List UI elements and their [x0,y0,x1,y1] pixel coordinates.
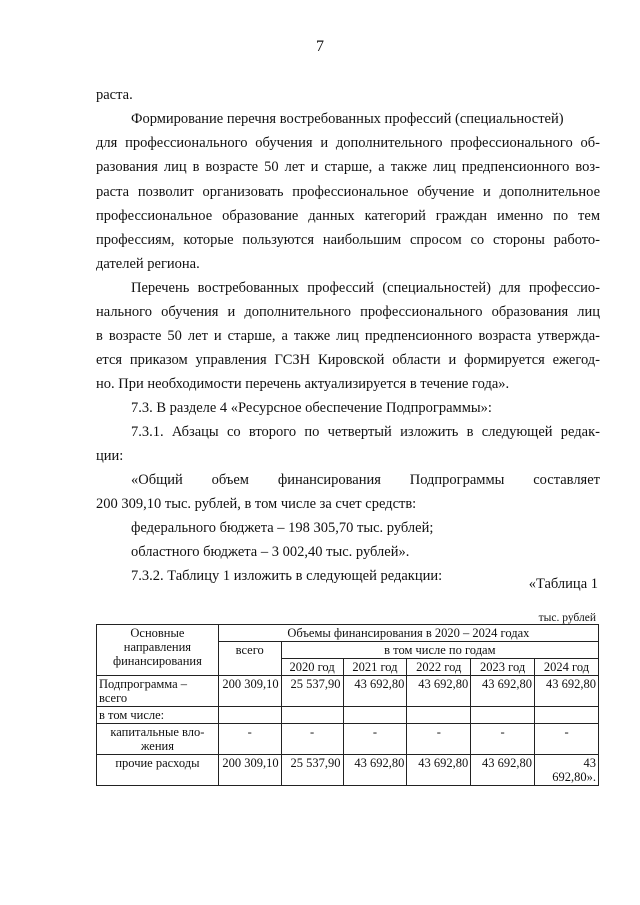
text-line: «Общий объем финансирования Подпрограммы составляет [131,472,600,488]
cell [535,707,599,724]
table-row [97,707,599,724]
text-line: раста. [96,87,133,103]
cell [407,707,471,724]
table-title: «Таблица 1 [528,576,598,592]
cell: 25 537,90 [281,676,343,707]
page-number: 7 [316,38,324,55]
cell: 43 692,80 [535,676,599,707]
text-line: 7.3.2. Таблицу 1 изложить в следующей редакции: [131,568,443,584]
text-line: Формирование перечня востребованных профессий (специальностей) [131,111,564,127]
text-line: профессиям, которые пользуются наибольшим спросом со стороны работо- [96,232,600,248]
header-year: 2020 год [281,659,343,676]
cell [281,707,343,724]
cell: 200 309,10 [218,676,281,707]
text-line: федерального бюджета – 198 305,70 тыс. рублей; [131,520,434,536]
text-line: для профессионального обучения и дополнительного профессионального об- [96,135,600,151]
cell [343,707,407,724]
text-line: 7.3.1. Абзацы со второго по четвертый изложить в следующей редак- [131,424,600,440]
cell: - [407,724,471,755]
financing-table [96,624,599,786]
row-label: капитальные вло-жения [97,724,219,755]
cell: 43 692,80». [535,755,599,786]
text-line: раста позволит организовать профессиональное обучение и дополнительное [96,184,600,200]
cell: 25 537,90 [281,755,343,786]
header-year: 2024 год [535,659,599,676]
text-line: Перечень востребованных профессий (специальностей) для профессио- [131,280,600,296]
cell: - [343,724,407,755]
text-line: разования лиц в возрасте 50 лет и старше, а также лиц предпенсионного воз- [96,159,600,175]
row-label: в том числе: [97,707,219,724]
header-volume: Объемы финансирования в 2020 – 2024 годах [218,625,598,642]
text-line: ется приказом управления ГСЗН Кировской области и формируется ежегод- [96,352,600,368]
header-directions: Основные направления финансирования [97,625,219,676]
units-label: тыс. рублей [538,612,596,624]
cell [471,707,535,724]
cell: 43 692,80 [471,676,535,707]
text-line: 200 309,10 тыс. рублей, в том числе за счет средств: [96,496,417,512]
row-label: Подпрограмма – всего [97,676,219,707]
text-line: но. При необходимости перечень актуализируется в течение года». [96,376,510,392]
header-year: 2022 год [407,659,471,676]
cell: 43 692,80 [343,676,407,707]
header-year: 2023 год [471,659,535,676]
cell: 200 309,10 [218,755,281,786]
text-line: областного бюджета – 3 002,40 тыс. рублей». [131,544,410,560]
cell: 43 692,80 [407,676,471,707]
text-line: дателей региона. [96,256,200,272]
cell: 43 692,80 [343,755,407,786]
table-row [97,755,599,786]
header-by-years: в том числе по годам [281,642,598,659]
text-line: ции: [96,448,124,464]
text-line: в возрасте 50 лет и старше, а также лиц предпенсионного возраста утвержда- [96,328,600,344]
cell [218,707,281,724]
cell: - [471,724,535,755]
text-line: нального обучения и дополнительного профессионального образования лиц [96,304,600,320]
header-total: всего [218,642,281,676]
header-year: 2021 год [343,659,407,676]
cell: - [218,724,281,755]
row-label: прочие расходы [97,755,219,786]
table-row [97,676,599,707]
cell: 43 692,80 [407,755,471,786]
text-line: 7.3. В разделе 4 «Ресурсное обеспечение Подпрограммы»: [131,400,492,416]
cell: 43 692,80 [471,755,535,786]
text-line: профессиональное образование данных категорий граждан именно по тем [96,208,600,224]
table-row [97,724,599,755]
cell: - [281,724,343,755]
cell: - [535,724,599,755]
